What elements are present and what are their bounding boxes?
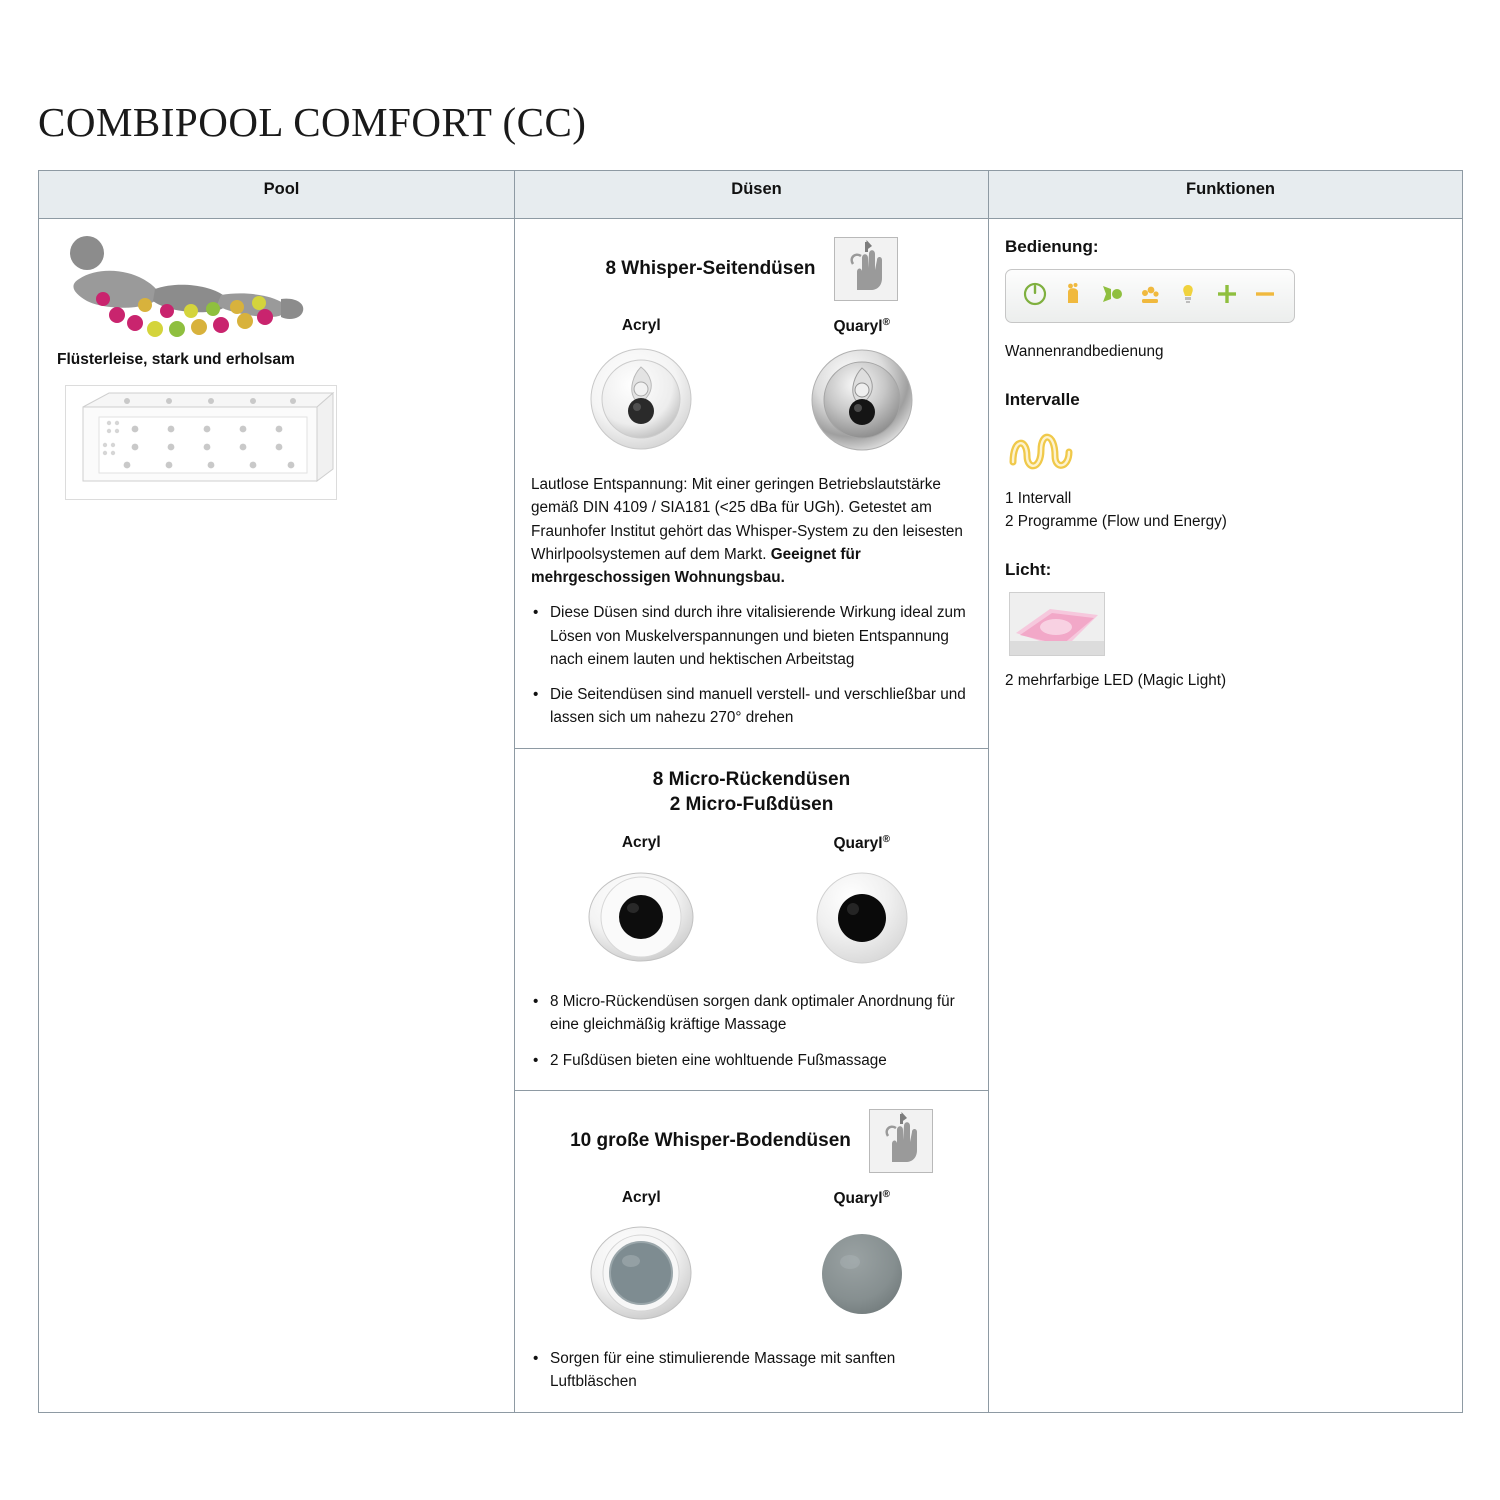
side-jet-quaryl-image (798, 346, 926, 459)
material-quaryl (752, 834, 973, 978)
jet-bullet-list (531, 1347, 972, 1394)
material-label: Acryl (621, 1188, 661, 1206)
material-quaryl (752, 1189, 973, 1335)
whisper-hand-icon (834, 237, 898, 301)
bubble-icon[interactable] (1137, 281, 1163, 312)
material-row (531, 1189, 972, 1335)
registered-mark: ® (882, 317, 890, 328)
registered-mark: ® (882, 1188, 890, 1200)
material-row (531, 317, 972, 459)
list-item: • Die Seitendüsen sind manuell verstell- und verschließbar und lassen sich um nahezu 270° drehen (531, 683, 972, 730)
jet-title-line1: 8 Micro-Rückendüsen (652, 768, 851, 790)
interval-line-1: 1 Intervall (1005, 489, 1072, 507)
material-label: Acryl (621, 317, 661, 334)
floor-jet-acryl-image (571, 1217, 711, 1334)
minus-icon[interactable] (1252, 281, 1278, 312)
material-quaryl (752, 317, 973, 459)
plus-icon[interactable] (1214, 281, 1240, 312)
jet-block-floor-jets (515, 1091, 988, 1412)
pool-column (39, 219, 515, 1413)
floor-jet-quaryl-image (792, 1218, 932, 1335)
jet-title: 8 Whisper-Seitendüsen (605, 258, 816, 280)
operation-text: Wannenrandbedienung (1005, 343, 1164, 360)
list-item: • 8 Micro-Rückendüsen sorgen dank optimaler Anordnung für eine gleichmäßig kräftige Massage (531, 990, 972, 1037)
material-label: Acryl (621, 833, 661, 851)
material-acryl (531, 1189, 752, 1335)
jet-description-text: Lautlose Entspannung: Mit einer geringen Betriebslautstärke gemäß DIN 4109 / SIA181 (<25 dBa für UGh). Getestet am Fraunhofer Institut gehört das Whisper-System zu den leisesten Whirlpoolsystemen auf dem Markt. (531, 476, 963, 563)
list-item: • 2 Fußdüsen bieten eine wohltuende Fußmassage (531, 1049, 972, 1072)
intervals-heading: Intervalle (1005, 389, 1080, 409)
bathtub-diagram (65, 385, 337, 500)
interval-line-2: 2 Programme (Flow und Energy) (1005, 512, 1227, 530)
product-spec-table (38, 170, 1463, 1413)
material-label: Quaryl (833, 318, 883, 336)
jet-block-title-row (531, 237, 972, 301)
side-jet-acryl-image (577, 345, 705, 458)
light-heading: Licht: (1005, 559, 1052, 579)
jet-block-title-row (531, 1109, 972, 1173)
material-label: Quaryl (833, 1190, 883, 1207)
material-acryl (531, 834, 752, 978)
jet-bullet-list (531, 990, 972, 1072)
jet-description (531, 473, 972, 589)
column-header-pool: Pool (39, 171, 515, 219)
jet-title: 10 große Whisper-Bodendüsen (570, 1130, 851, 1152)
light-icon[interactable] (1175, 281, 1201, 312)
functions-column (989, 219, 1463, 1413)
power-icon[interactable] (1022, 281, 1048, 312)
light-text: 2 mehrfarbige LED (Magic Light) (1005, 671, 1227, 689)
list-item: • Diese Düsen sind durch ihre vitalisierende Wirkung ideal zum Lösen von Muskelverspannungen und bieten Entspannung nach einem lauten und hektischen Arbeitstag (531, 601, 972, 671)
jet-left-icon[interactable] (1099, 281, 1125, 312)
micro-jet-quaryl-image (792, 863, 932, 978)
operation-heading: Bedienung: (1005, 237, 1099, 256)
whisper-hand-icon (869, 1109, 933, 1173)
table-header-row (39, 171, 1463, 219)
tub-rim-control-panel[interactable] (1005, 269, 1295, 323)
table-content-row (39, 219, 1463, 1413)
page-title: COMBIPOOL COMFORT (CC) (38, 99, 587, 145)
column-header-jets: Düsen (515, 171, 989, 219)
jets-column (515, 219, 989, 1413)
jet-block-side-jets (515, 219, 988, 749)
jet-title-line2: 2 Micro-Fußdüsen (669, 794, 834, 816)
column-header-functions: Funktionen (989, 171, 1463, 219)
material-row (531, 834, 972, 978)
jet-block-micro-jets (515, 749, 988, 1091)
list-item: • Sorgen für eine stimulierende Massage mit sanften Luftbläschen (531, 1347, 972, 1394)
material-acryl (531, 317, 752, 459)
registered-mark: ® (882, 833, 890, 845)
wave-interval-icon (1009, 422, 1075, 474)
person-lying-diagram (59, 233, 309, 343)
magic-light-photo (1009, 592, 1105, 656)
jet-bullet-list (531, 601, 972, 729)
jet-description-bold: Geeignet für mehrgeschossigen Wohnungsbau. (531, 545, 861, 587)
material-label: Quaryl (833, 835, 883, 853)
whirl-icon[interactable] (1060, 281, 1086, 312)
pool-caption: Flüsterleise, stark und erholsam (57, 351, 295, 368)
micro-jet-acryl-image (571, 862, 711, 977)
